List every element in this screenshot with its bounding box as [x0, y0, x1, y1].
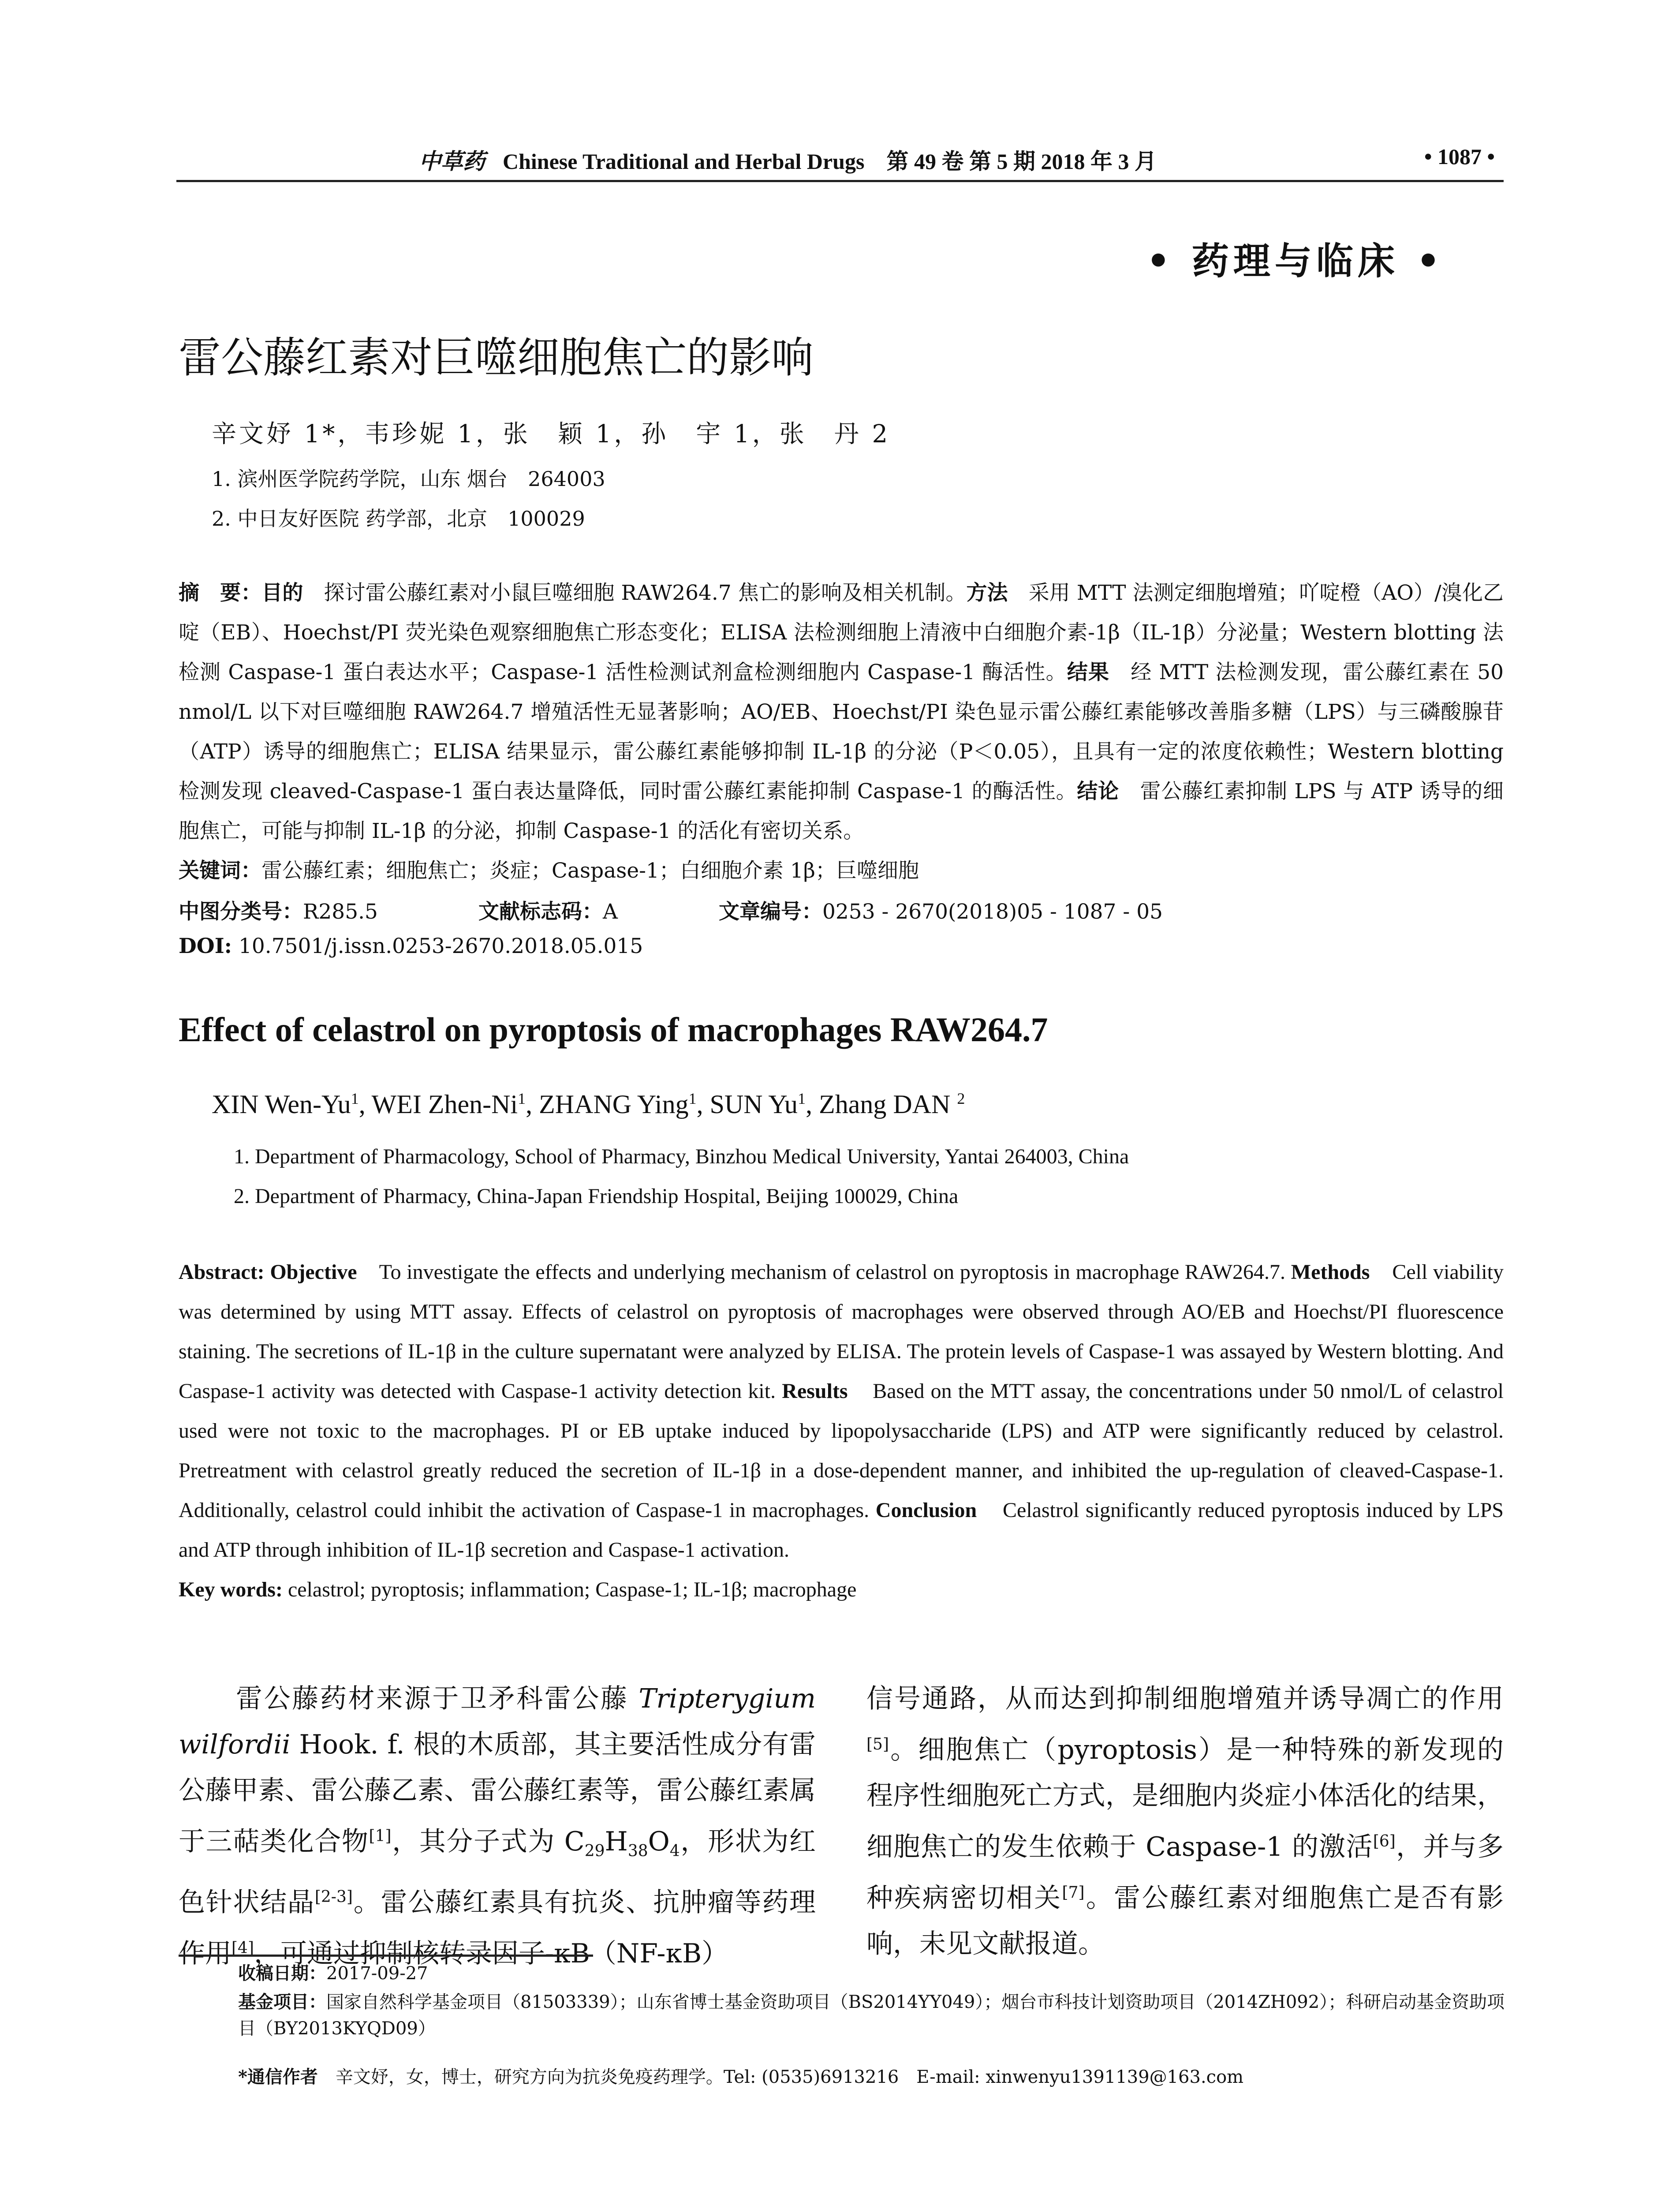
keywords-en-label: Key words:: [179, 1578, 283, 1601]
doc-label: 文献标志码：: [478, 900, 603, 924]
abstract-cn: [179, 573, 1504, 891]
doc-value: A: [603, 900, 618, 924]
article-value: 0253 - 2670(2018)05 - 1087 - 05: [822, 900, 1163, 924]
fund-label: 基金项目：: [238, 1992, 326, 2012]
abstract-en-label: Abstract:: [179, 1260, 265, 1284]
body-column-1: 雷公藤药材来源于卫矛科雷公藤 Tripterygium wilfordii Hook. f. 根的木质部，其主要活性成分有雷公藤甲素、雷公藤乙素、雷公藤红素等，雷公藤红素属于三萜类化合物[1]，其分子式为 $C_{29}H_{38}O_4$，形状为红色针状结晶[2-3]。雷公藤红素具有抗炎、抗肿瘤等药理作用[4]，可通过抑制核转录因子-κB（NF-κB）: [179, 1683, 816, 1969]
title-en: Effect of celastrol on pyroptosis of macrophages RAW264.7: [179, 1010, 1048, 1049]
journal-citation: Chinese Traditional and Herbal Drugs 第 49 卷 第 5 期 2018 年 3 月: [503, 149, 1157, 174]
corr-value: 辛文妤，女，博士，研究方向为抗炎免疫药理学。Tel: (0535)6913216 E-mail: xinwenyu1391139@163.com: [335, 2067, 1244, 2087]
keywords-cn-label: 关键词：: [179, 859, 261, 883]
clc-value: R285.5: [303, 900, 378, 924]
affiliation-en-2: 2. Department of Pharmacy, China-Japan Friendship Hospital, Beijing 100029, China: [234, 1185, 959, 1208]
corr-label: *通信作者: [238, 2067, 318, 2087]
objective-label-en: Objective: [270, 1260, 357, 1284]
objective-cn: 探讨雷公藤红素对小鼠巨噬细胞 RAW264.7 焦亡的影响及相关机制。: [324, 581, 967, 605]
doi-value: 10.7501/j.issn.0253-2670.2018.05.015: [239, 934, 643, 958]
footnote-rule: [179, 1955, 593, 1957]
received-label: 收稿日期：: [238, 1963, 326, 1984]
article-label: 文章编号：: [719, 900, 822, 924]
fund-value: 国家自然科学基金项目（81503339）；山东省博士基金资助项目（BS2014YY049）；烟台市科技计划资助项目（2014ZH092）；科研启动基金资助项目（BY2013KYQD09）: [238, 1992, 1505, 2039]
objective-label-cn: 目的: [261, 581, 303, 605]
page-number: • 1087 •: [1424, 144, 1495, 169]
methods-label-en: Methods: [1291, 1260, 1370, 1284]
methods-cn: 采用 MTT 法测定细胞增殖；吖啶橙（AO）/溴化乙啶（EB）、Hoechst/PI 荧光染色观察细胞焦亡形态变化；ELISA 法检测细胞上清液中白细胞介素-1β（IL-1β）分泌量；Western blotting 法检测 Caspase-1 蛋白表达水平；Caspase-1 活性检测试剂盒检测细胞内 Caspase-1 酶活性。: [179, 581, 1504, 684]
classification-line: [179, 895, 378, 925]
affiliation-en-1: 1. Department of Pharmacology, School of Pharmacy, Binzhou Medical University, Yantai 264003, China: [234, 1145, 1129, 1168]
affiliation-cn-2: 2. 中日友好医院 药学部，北京 100029: [212, 507, 585, 531]
methods-label-cn: 方法: [966, 581, 1008, 605]
objective-en: To investigate the effects and underlying mechanism of celastrol on pyroptosis in macrophage RAW264.7.: [379, 1260, 1286, 1284]
doi-label: DOI:: [179, 934, 232, 958]
conclusion-label-en: Conclusion: [875, 1499, 977, 1522]
authors-cn: 辛文妤 1*，韦珍妮 1，张 颖 1，孙 宇 1，张 丹 2: [212, 420, 891, 448]
fund-info: [238, 1989, 1508, 2042]
title-cn: 雷公藤红素对巨噬细胞焦亡的影响: [179, 333, 814, 382]
keywords-cn: 雷公藤红素；细胞焦亡；炎症；Caspase-1；白细胞介素 1β；巨噬细胞: [261, 859, 919, 883]
doc-code: [478, 895, 618, 925]
journal-logo: 中草药: [419, 148, 485, 174]
running-header: [176, 140, 1504, 182]
authors-en: XIN Wen-Yu$^1$, WEI Zhen-Ni$^1$, ZHANG Ying$^1$, SUN Yu$^1$, Zhang DAN $^2$: [212, 1090, 965, 1119]
received-value: 2017-09-27: [326, 1963, 428, 1984]
article-number: [719, 895, 1163, 925]
corresponding-author: [238, 2064, 1243, 2090]
conclusion-en: Celastrol significantly reduced pyroptosis induced by LPS and ATP through inhibition of IL-1β secretion and Caspase-1 activation.: [179, 1499, 1504, 1562]
clc-label: 中图分类号：: [179, 900, 303, 924]
methods-en: Cell viability was determined by using MTT assay. Effects of celastrol on pyroptosis of macrophages were observed through AO/EB and Hoechst/PI fluorescence staining. The secretions of IL-1β in the culture supernatant were analyzed by ELISA. The protein levels of Caspase-1 was assayed by Western blotting. And Caspase-1 activity was detected with Caspase-1 activity detection kit.: [179, 1260, 1504, 1403]
abstract-en: [179, 1252, 1504, 1610]
journal-line: [419, 144, 1157, 176]
keywords-en: celastrol; pyroptosis; inflammation; Caspase-1; IL-1β; macrophage: [287, 1578, 857, 1601]
received-date: [238, 1960, 428, 1987]
abstract-cn-label: 摘 要：: [179, 581, 262, 605]
results-en: Based on the MTT assay, the concentrations under 50 nmol/L of celastrol used were not toxic to the macrophages. PI or EB uptake induced by lipopolysaccharide (LPS) and ATP were significantly reduced by celastrol. Pretreatment with celastrol greatly reduced the secretion of IL-1β in a dose-dependent manner, and inhibited the up-regulation of cleaved-Caspase-1. Additionally, celastrol could inhibit the activation of Caspase-1 in macrophages.: [179, 1379, 1504, 1522]
conclusion-cn: 雷公藤红素抑制 LPS 与 ATP 诱导的细胞焦亡，可能与抑制 IL-1β 的分泌，抑制 Caspase-1 的活化有密切关系。: [179, 779, 1504, 843]
section-label: • 药理与临床 •: [1146, 239, 1445, 283]
conclusion-label-cn: 结论: [1077, 779, 1119, 804]
results-label-cn: 结果: [1067, 660, 1110, 684]
doi-line: [179, 934, 643, 958]
affiliation-cn-1: 1. 滨州医学院药学院，山东 烟台 264003: [212, 467, 605, 491]
body-column-2: 信号通路，从而达到抑制细胞增殖并诱导凋亡的作用[5]。细胞焦亡（pyroptosis）是一种特殊的新发现的程序性细胞死亡方式，是细胞内炎症小体活化的结果，细胞焦亡的发生依赖于 Caspase-1 的激活[6]，并与多种疾病密切相关[7]。雷公藤红素对细胞焦亡是否有影响，未见文献报道。: [866, 1683, 1504, 1959]
results-label-en: Results: [782, 1379, 848, 1403]
results-cn: 经 MTT 法检测发现，雷公藤红素在 50 nmol/L 以下对巨噬细胞 RAW264.7 增殖活性无显著影响；AO/EB、Hoechst/PI 染色显示雷公藤红素能够改善脂多糖（LPS）与三磷酸腺苷（ATP）诱导的细胞焦亡；ELISA 结果显示，雷公藤红素能够抑制 IL-1β 的分泌（P＜0.05），且具有一定的浓度依赖性；Western blotting 检测发现 cleaved-Caspase-1 蛋白表达量降低，同时雷公藤红素能抑制 Caspase-1 的酶活性。: [179, 660, 1504, 804]
